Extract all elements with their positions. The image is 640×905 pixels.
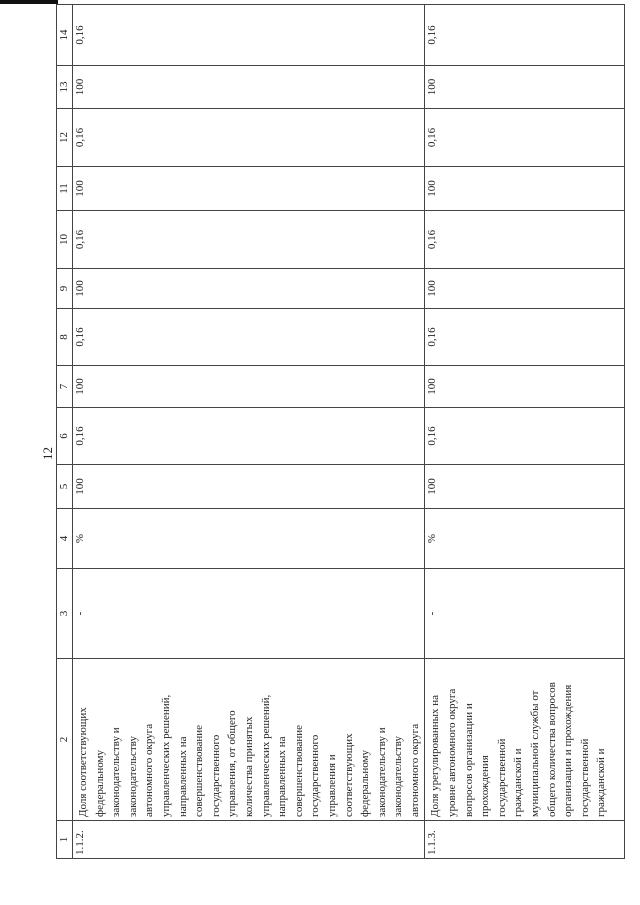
cell: 100 bbox=[425, 66, 625, 109]
row-number: 1.1.2. bbox=[73, 821, 425, 859]
header-row bbox=[57, 5, 73, 859]
cell: % bbox=[73, 509, 425, 569]
cell: 100 bbox=[425, 269, 625, 309]
page-number: 12 bbox=[40, 447, 55, 460]
text-line: совершенствование bbox=[193, 724, 206, 817]
cell: 100 bbox=[425, 167, 625, 211]
text-line: организации и прохождения bbox=[562, 684, 575, 817]
col-header: 10 bbox=[57, 211, 73, 269]
cell: % bbox=[425, 509, 625, 569]
text-line: муниципальной службы от bbox=[529, 690, 542, 817]
col-header: 2 bbox=[57, 659, 73, 821]
cell: 100 bbox=[73, 269, 425, 309]
text-line: Доля урегулированных на bbox=[429, 694, 442, 817]
cell: 100 bbox=[73, 366, 425, 408]
col-header: 14 bbox=[57, 5, 73, 66]
cell: 0,16 bbox=[425, 309, 625, 366]
text-line: законодательству bbox=[392, 736, 405, 817]
col-header: 1 bbox=[57, 821, 73, 859]
text-line: автономного округа bbox=[143, 723, 156, 817]
text-line: направленных на bbox=[176, 736, 189, 817]
text-line: федеральному bbox=[359, 750, 372, 817]
text-line: управленческих решений, bbox=[259, 694, 272, 817]
text-line: законодательству и bbox=[110, 727, 123, 817]
rotated-table-container bbox=[56, 5, 610, 859]
cell: 0,16 bbox=[73, 109, 425, 167]
cell: 0,16 bbox=[425, 109, 625, 167]
text-line: уровне автономного округа bbox=[446, 688, 459, 817]
text-line: управленческих решений, bbox=[159, 694, 172, 817]
text-line: законодательству и bbox=[375, 727, 388, 817]
col-header: 11 bbox=[57, 167, 73, 211]
cell: 0,16 bbox=[73, 309, 425, 366]
cell: 0,16 bbox=[73, 408, 425, 465]
text-line: государственного bbox=[309, 734, 322, 817]
cell: 0,16 bbox=[425, 5, 625, 66]
text-line: государственной bbox=[495, 738, 508, 817]
text-line: федеральному bbox=[93, 750, 106, 817]
text-line: управления и bbox=[325, 754, 338, 817]
text-line: направленных на bbox=[276, 736, 289, 817]
table-row bbox=[73, 5, 425, 859]
cell: 100 bbox=[73, 465, 425, 509]
text-line: общего количества вопросов bbox=[545, 682, 558, 817]
text-line: автономного округа bbox=[408, 723, 421, 817]
indicator-text bbox=[425, 659, 625, 821]
cell: 100 bbox=[425, 465, 625, 509]
indicator-table bbox=[56, 4, 625, 859]
text-line: количества принятых bbox=[242, 716, 255, 817]
cell: 100 bbox=[73, 66, 425, 109]
col-header: 3 bbox=[57, 569, 73, 659]
text-line: прохождения bbox=[479, 755, 492, 817]
top-rule bbox=[0, 0, 58, 4]
cell: - bbox=[425, 569, 625, 659]
col-header: 7 bbox=[57, 366, 73, 408]
row-number: 1.1.3. bbox=[425, 821, 625, 859]
text-line: Доля соответствующих bbox=[77, 707, 89, 817]
cell: 0,16 bbox=[425, 211, 625, 269]
col-header: 6 bbox=[57, 408, 73, 465]
text-line: соответствующих bbox=[342, 733, 355, 817]
cell: 100 bbox=[73, 167, 425, 211]
text-line: государственной bbox=[578, 738, 591, 817]
text-line: государственного bbox=[209, 734, 222, 817]
cell: - bbox=[73, 569, 425, 659]
cell: 0,16 bbox=[425, 408, 625, 465]
cell: 100 bbox=[425, 366, 625, 408]
text-line: гражданской и bbox=[512, 748, 525, 817]
col-header: 13 bbox=[57, 66, 73, 109]
text-line: управления, от общего bbox=[226, 710, 239, 817]
text-line: совершенствование bbox=[292, 724, 305, 817]
cell: 0,16 bbox=[73, 211, 425, 269]
text-line: вопросов организации и bbox=[462, 703, 475, 817]
text-line: гражданской и bbox=[595, 748, 608, 817]
col-header: 9 bbox=[57, 269, 73, 309]
col-header: 12 bbox=[57, 109, 73, 167]
indicator-text bbox=[73, 659, 425, 821]
table-row bbox=[425, 5, 625, 859]
col-header: 4 bbox=[57, 509, 73, 569]
col-header: 8 bbox=[57, 309, 73, 366]
col-header: 5 bbox=[57, 465, 73, 509]
cell: 0,16 bbox=[73, 5, 425, 66]
text-line: законодательству bbox=[126, 736, 139, 817]
